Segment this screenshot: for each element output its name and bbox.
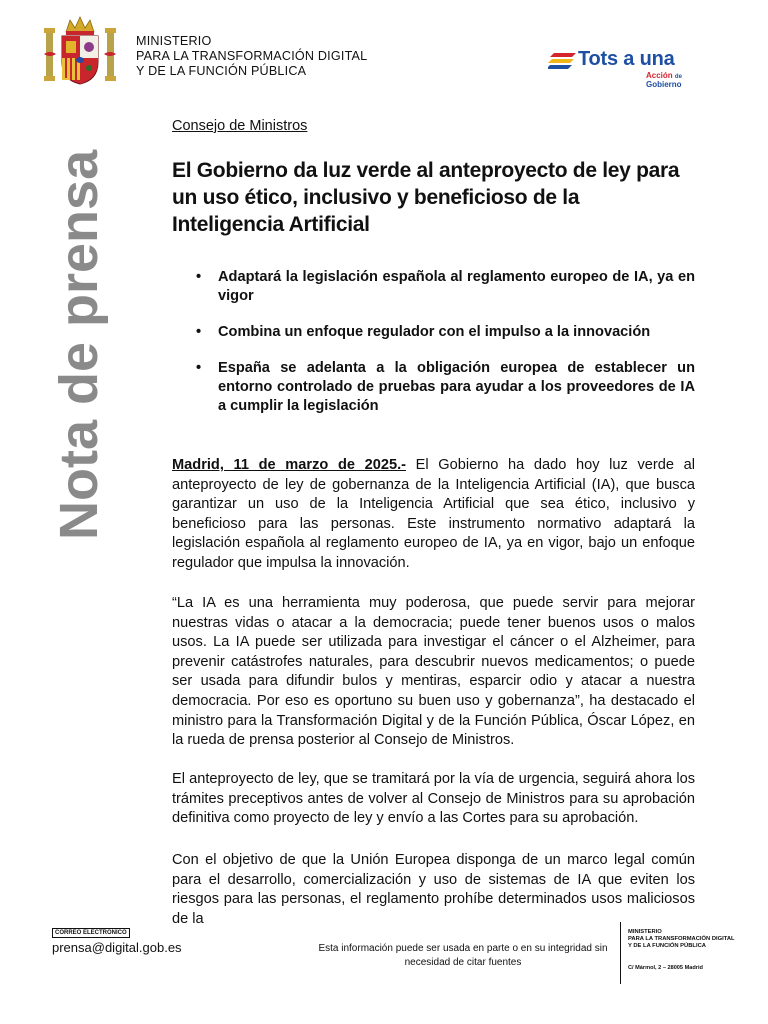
footer-ministry-line: Y DE LA FUNCIÓN PÚBLICA [628,943,706,949]
tots-a-una-logo [548,50,698,90]
list-item-text: Adaptará la legislación española al reglamento europeo de IA, ya en vigor [218,269,695,304]
list-item-text: España se adelanta a la obligación europea de establecer un entorno controlado de pruebas para ayudar a los proveedores de IA a cumplir la legislación [218,360,695,414]
usage-notice: Esta información puede ser usada en parte o en su integridad sin necesidad de citar fuentes [318,943,608,968]
logo-subtitle [646,72,682,89]
footer-ministry-line: MINISTERIO [628,929,662,935]
body-paragraph: Con el objetivo de que la Unión Europea disponga de un marco legal común para el desarrollo, comercialización y uso de sistemas de IA que eviten los riesgos para las personas, el reglamento prohíbe determinados usos maliciosos de la [172,852,695,927]
list-item [172,323,695,342]
bullet-icon: • [196,269,202,285]
footer-ministry [628,929,735,950]
dateline: Madrid, 11 de marzo de 2025.- [172,457,407,473]
body-paragraph: El anteproyecto de ley, que se tramitará por la vía de urgencia, seguirá ahora los trámites preceptivos antes de volver al Consejo de Ministros para su aprobación definitiva como proyecto de ley y envío a las Cortes para su aprobación. [172,771,695,827]
logo-sub-de: de [674,74,682,80]
list-item [172,359,695,416]
body-paragraph: “La IA es una herramienta muy poderosa, que puede servir para mejorar nuestras vidas o atacar a la democracia; puede tener buenos usos o malos usos. La IA puede ser utilizada para investigar el cáncer o el Alzheimer, para prevenir catástrofes naturales, para descubrir nuevos medicamentos; o puede ser usada para difundir bulos y mentiras, esparcir odio y atacar a nuestra democracia. Por eso es oportuno su buen uso y gobernanza”, ha destacado el ministro para la Transformación Digital y de la Función Pública, Óscar López, en la rueda de prensa posterior al Consejo de Ministros. [172,595,695,749]
footer-divider [620,922,621,984]
flag-stripes-icon [548,53,576,69]
body-paragraph [172,456,695,574]
contact-email: prensa@digital.gob.es [52,940,182,955]
ministry-line: MINISTERIO [136,34,212,48]
ministry-line: Y DE LA FUNCIÓN PÚBLICA [136,64,307,78]
email-label: CORREO ELECTRÓNICO [52,928,130,938]
ministry-name [136,34,367,79]
logo-text: Tots a una [578,48,675,70]
logo-sub-accion: Acción [646,71,673,80]
bullet-icon: • [196,360,202,376]
footer-address: C/ Mármol, 2 – 28005 Madrid [628,965,703,971]
key-points-list [172,268,695,433]
ministry-line: PARA LA TRANSFORMACIÓN DIGITAL [136,49,368,63]
bullet-icon: • [196,324,202,340]
list-item [172,268,695,306]
logo-sub-gobierno: Gobierno [646,80,682,89]
page-title: El Gobierno da luz verde al anteproyecto de ley para un uso ético, inclusivo y beneficioso de la Inteligencia Artificial [172,159,680,236]
press-release-label: Nota de prensa [49,149,109,540]
section-label: Consejo de Ministros [172,118,308,134]
coat-of-arms-icon [42,14,118,88]
paragraph-text: El Gobierno ha dado hoy luz verde al anteproyecto de ley de gobernanza de la Inteligencia Artificial (IA), que busca garantizar un uso de la Inteligencia Artificial que sea ético, inclusivo y beneficioso para las personas. Este instrumento normativo adaptará la legislación española al reglamento europeo de IA, ya en vigor, bajo un enfoque regulador que impulsa la innovación. [172,457,695,571]
footer-ministry-line: PARA LA TRANSFORMACIÓN DIGITAL [628,936,735,942]
list-item-text: Combina un enfoque regulador con el impulso a la innovación [218,324,651,340]
